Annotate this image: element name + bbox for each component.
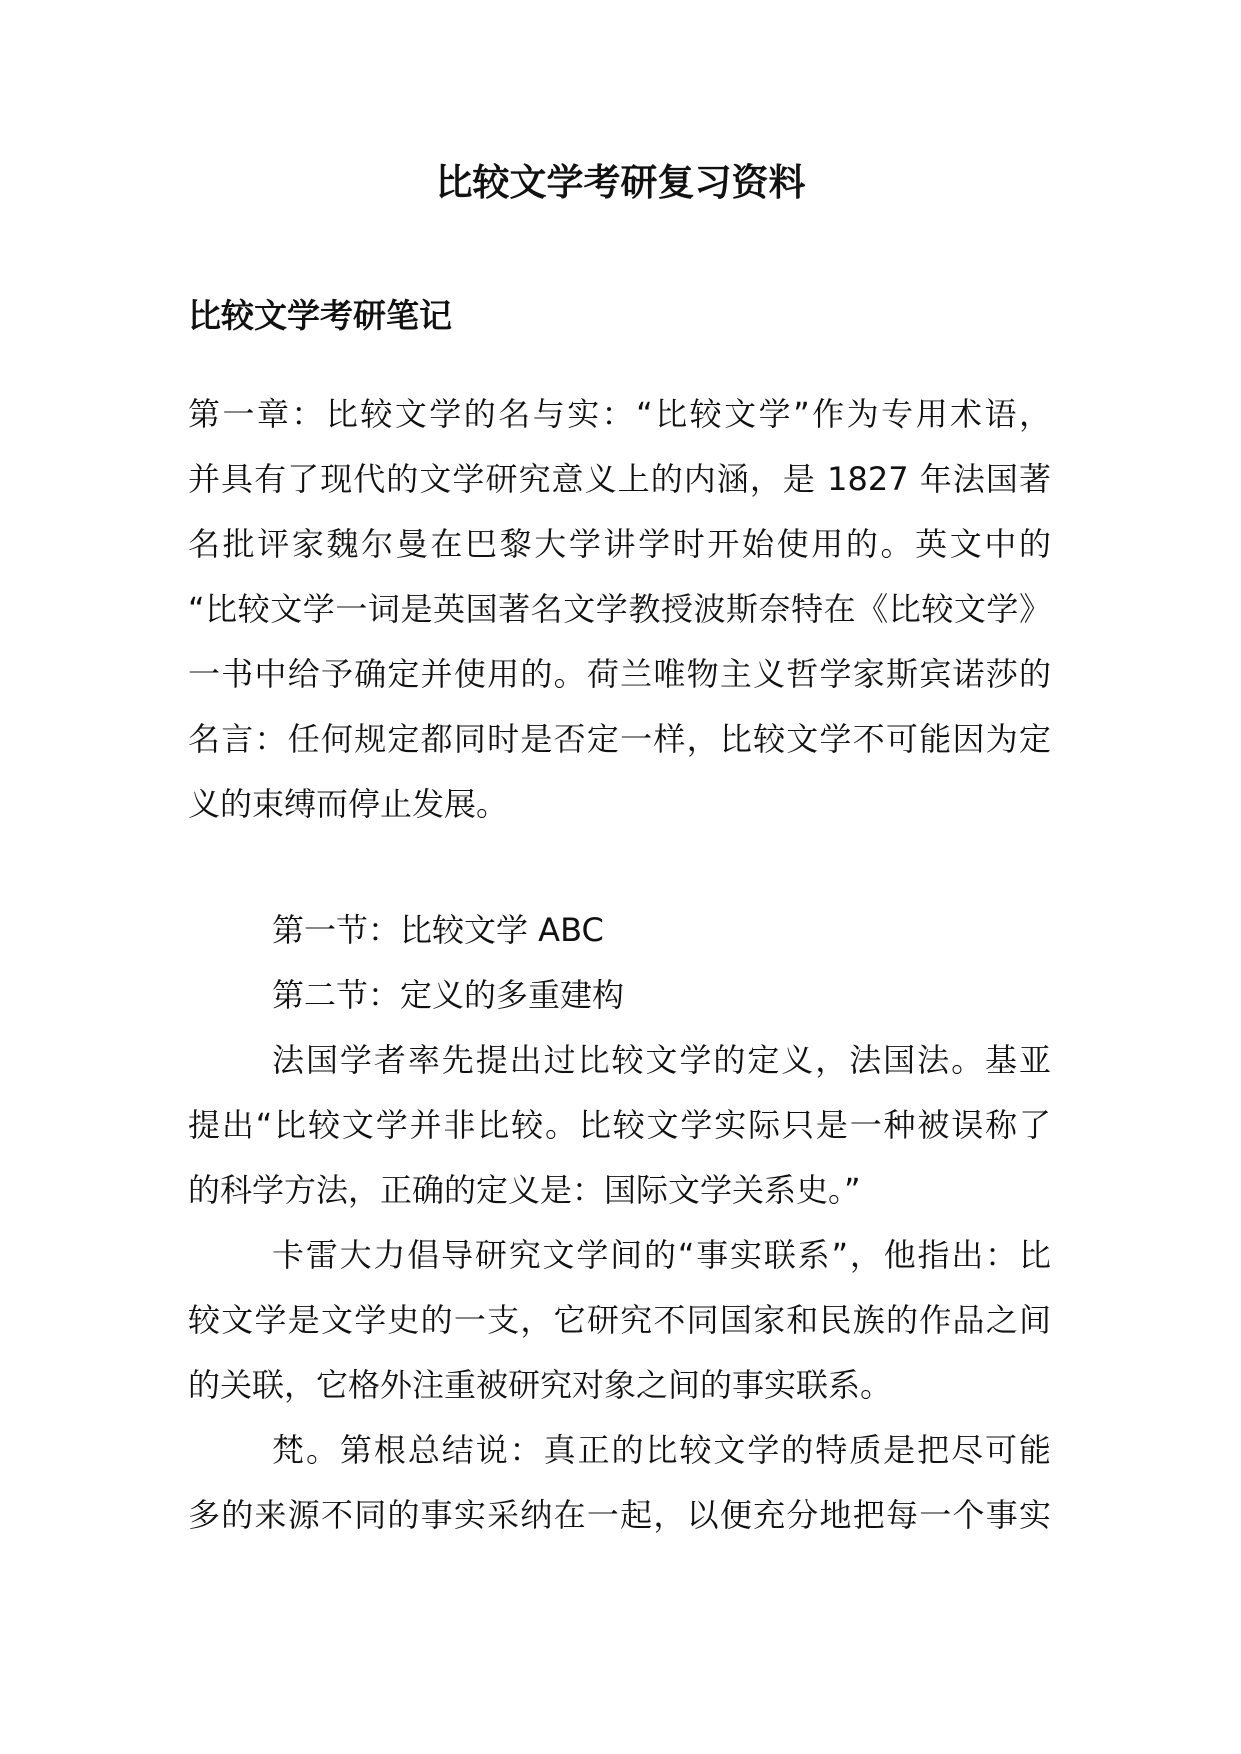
text-line: 卡雷大力倡导研究文学间的“事实联系”，他指出：比	[272, 1236, 1051, 1274]
paragraph-chapter-one	[188, 382, 1051, 837]
document-title: 比较文学考研复习资料	[435, 160, 806, 204]
section-title: 第二节：定义的多重建构	[272, 976, 625, 1014]
section-list	[188, 898, 1051, 1028]
section-title: 第一节：比较文学 ABC	[272, 911, 604, 949]
text-line: 多的来源不同的事实采纳在一起，以便充分地把每一个事实	[188, 1496, 1051, 1534]
text-line: 第一章：比较文学的名与实：“比较文学”作为专用术语，	[188, 395, 1051, 433]
text-line: 的关联，它格外注重被研究对象之间的事实联系。	[188, 1366, 893, 1404]
text-line: 的科学方法，正确的定义是：国际文学关系史。”	[188, 1171, 861, 1209]
text-line: 法国学者率先提出过比较文学的定义，法国法。基亚	[272, 1041, 1051, 1079]
text-line: 较文学是文学史的一支，它研究不同国家和民族的作品之间	[188, 1301, 1051, 1339]
paragraph-french-school	[188, 1028, 1051, 1223]
paragraph-carre	[188, 1223, 1051, 1418]
text-line: “比较文学一词是英国著名文学教授波斯奈特在《比较文学》	[188, 590, 1051, 628]
text-line: 一书中给予确定并使用的。荷兰唯物主义哲学家斯宾诺莎的	[188, 655, 1051, 693]
notes-heading: 比较文学考研笔记	[188, 296, 452, 335]
text-line: 名批评家魏尔曼在巴黎大学讲学时开始使用的。英文中的	[188, 525, 1051, 563]
text-line: 义的束缚而停止发展。	[188, 785, 509, 823]
text-line: 并具有了现代的文学研究意义上的内涵，是 1827 年法国著	[188, 460, 1051, 498]
text-line: 提出“比较文学并非比较。比较文学实际只是一种被误称了	[188, 1106, 1051, 1144]
text-line: 名言：任何规定都同时是否定一样，比较文学不可能因为定	[188, 720, 1051, 758]
text-line: 梵。第根总结说：真正的比较文学的特质是把尽可能	[272, 1431, 1051, 1469]
paragraph-van-tieghem	[188, 1418, 1051, 1548]
